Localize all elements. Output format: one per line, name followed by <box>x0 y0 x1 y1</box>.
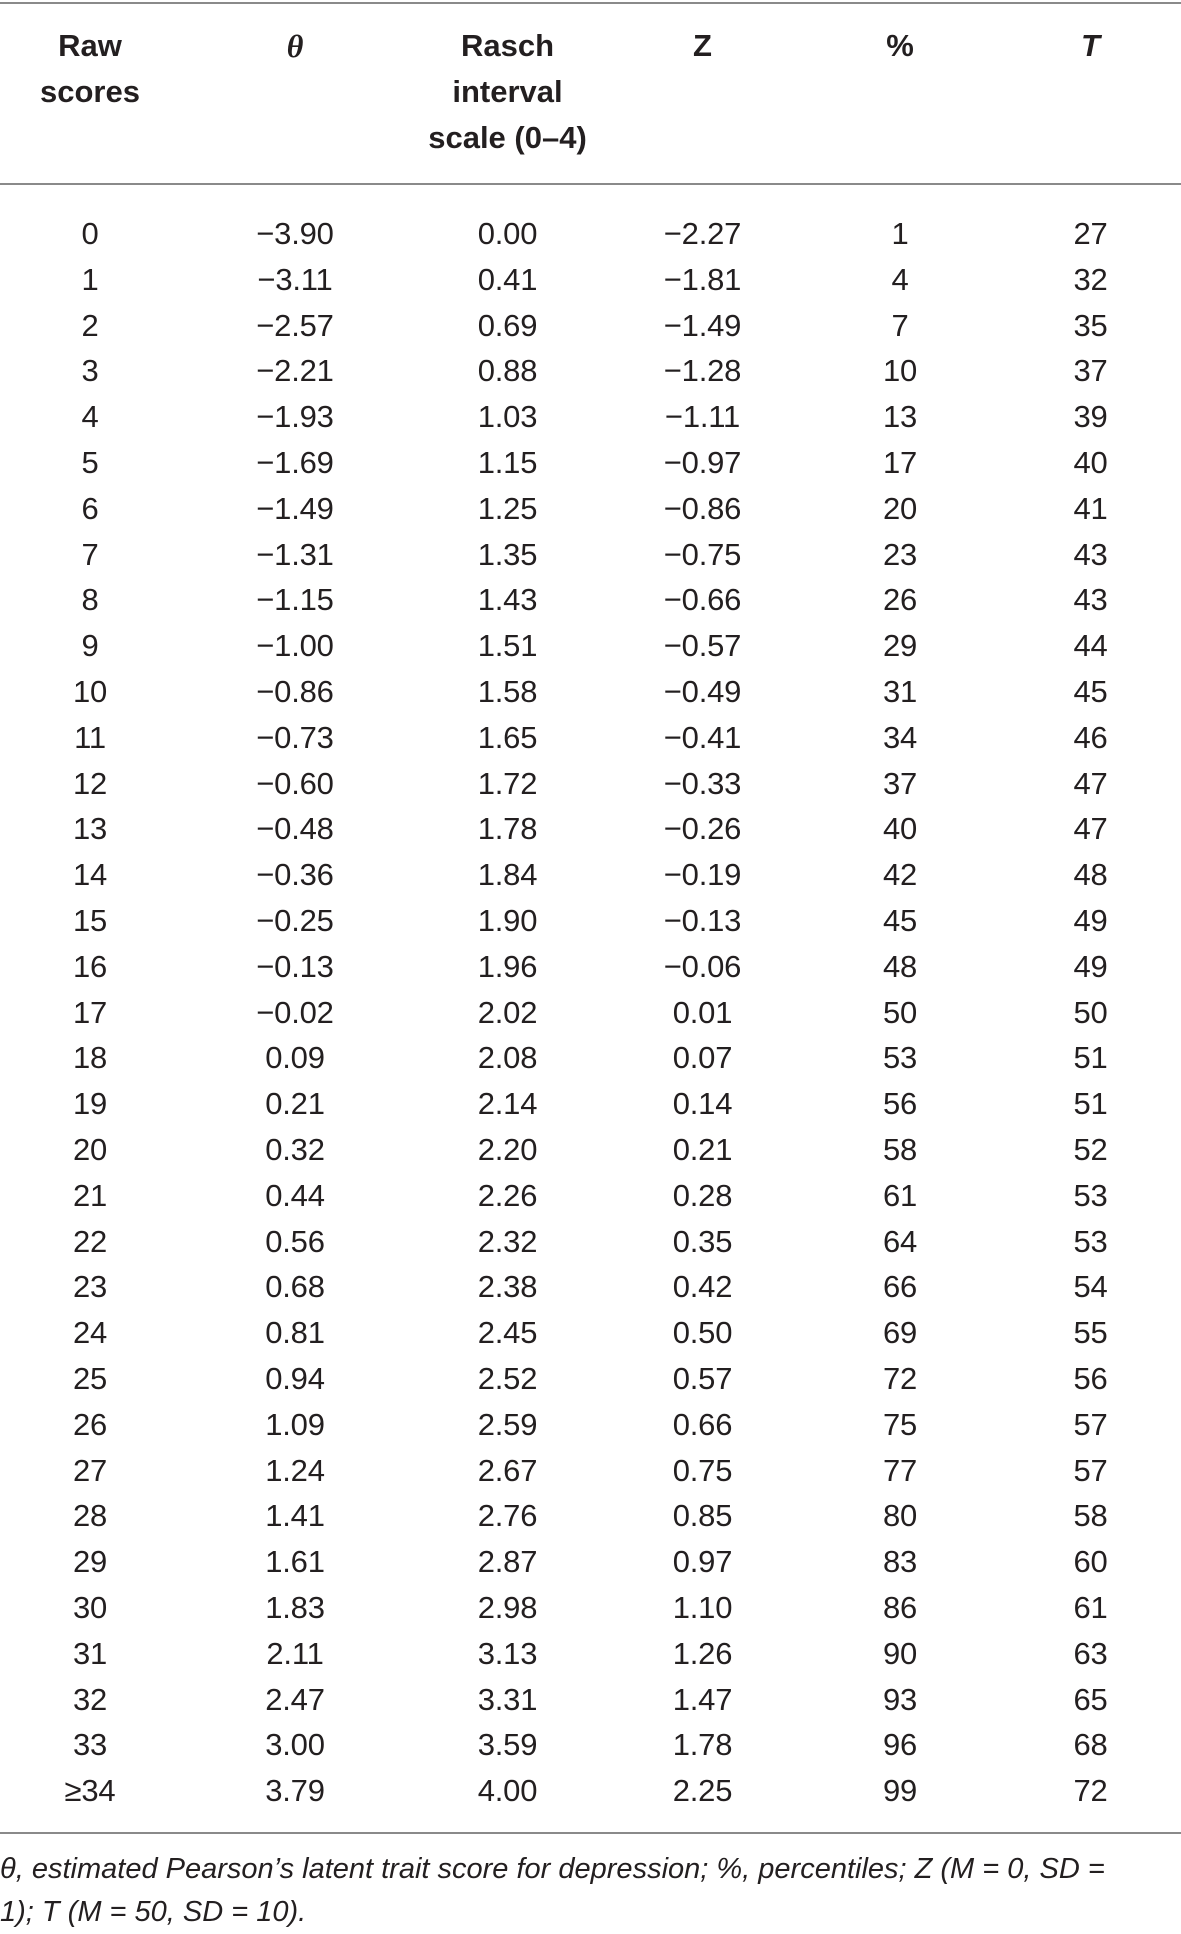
table-row <box>0 394 1181 440</box>
theta-cell: 0.21 <box>265 1086 325 1122</box>
percent-cell: 75 <box>882 1406 918 1442</box>
percent-cell: 77 <box>882 1452 918 1488</box>
t-cell: 57 <box>1073 1406 1108 1442</box>
rasch-cell: 3.31 <box>477 1681 538 1717</box>
percent-cell: 53 <box>882 1040 918 1076</box>
t-cell: 57 <box>1073 1452 1108 1488</box>
z-cell: 0.14 <box>672 1086 733 1122</box>
t-cell: 49 <box>1073 902 1108 938</box>
raw-score-cell: 18 <box>72 1040 108 1076</box>
rasch-cell: 2.45 <box>477 1315 538 1351</box>
table-row <box>0 348 1181 394</box>
z-cell: −1.11 <box>664 399 741 435</box>
raw-score-cell: 3 <box>81 353 99 389</box>
theta-cell: −1.69 <box>256 444 334 480</box>
table-row <box>0 486 1181 532</box>
raw-score-cell: 16 <box>72 948 108 984</box>
percent-cell: 31 <box>882 673 918 709</box>
rasch-cell: 2.14 <box>477 1086 538 1122</box>
t-cell: 65 <box>1073 1681 1108 1717</box>
z-cell: −1.81 <box>663 261 742 297</box>
table-row <box>0 1631 1181 1677</box>
raw-score-cell: 12 <box>72 765 108 801</box>
z-cell: 0.50 <box>672 1315 733 1351</box>
percent-cell: 86 <box>882 1589 918 1625</box>
table-row <box>0 532 1181 578</box>
percent-cell: 48 <box>882 948 918 984</box>
t-cell: 45 <box>1073 673 1108 709</box>
t-cell: 58 <box>1073 1498 1108 1534</box>
percent-cell: 20 <box>882 490 918 526</box>
z-cell: −2.27 <box>663 216 742 251</box>
t-cell: 63 <box>1073 1635 1108 1671</box>
theta-cell: 0.32 <box>265 1131 325 1167</box>
table-footnote: θ, estimated Pearson’s latent trait score for depression; %, percentiles; Z (M = 0, SD = 1); T (M = 50, SD = 10). <box>0 1853 1105 1928</box>
percent-cell: 64 <box>882 1223 918 1259</box>
theta-cell: 1.83 <box>265 1589 325 1625</box>
t-cell: 40 <box>1073 444 1108 480</box>
theta-cell: −1.15 <box>256 582 334 618</box>
t-cell: 53 <box>1073 1223 1108 1259</box>
table-row <box>0 440 1181 486</box>
z-cell: −0.86 <box>663 490 742 526</box>
percent-cell: 50 <box>882 994 918 1030</box>
z-cell: −1.49 <box>663 307 742 343</box>
t-cell: 61 <box>1073 1589 1108 1625</box>
percent-cell: 4 <box>891 261 909 297</box>
raw-score-cell: 33 <box>72 1727 108 1763</box>
theta-cell: 1.09 <box>265 1406 325 1442</box>
theta-cell: −0.73 <box>256 719 334 755</box>
z-cell: 1.10 <box>672 1589 733 1625</box>
theta-cell: −1.49 <box>256 490 334 526</box>
t-cell: 53 <box>1073 1177 1108 1213</box>
t-cell: 60 <box>1073 1544 1108 1580</box>
percent-cell: 72 <box>882 1360 918 1396</box>
theta-cell: 3.00 <box>265 1727 325 1763</box>
raw-score-cell: 25 <box>72 1360 108 1396</box>
header-line: Raw <box>58 28 122 63</box>
table-row <box>0 669 1181 715</box>
rasch-cell: 0.88 <box>477 353 538 389</box>
table-row <box>0 1768 1181 1814</box>
t-cell: 44 <box>1073 628 1108 664</box>
header-line: scale (0–4) <box>428 120 587 155</box>
table-row <box>0 944 1181 990</box>
percent-cell: 66 <box>882 1269 918 1305</box>
theta-cell: −1.93 <box>256 399 334 435</box>
z-cell: −0.19 <box>663 857 742 893</box>
raw-score-cell: 23 <box>72 1269 108 1305</box>
table-row <box>0 806 1181 852</box>
header-percent <box>800 0 1000 185</box>
rasch-cell: 1.35 <box>477 536 538 572</box>
raw-score-cell: 22 <box>72 1223 108 1259</box>
t-cell: 47 <box>1073 811 1108 847</box>
theta-cell: −0.48 <box>256 811 334 847</box>
t-cell: 32 <box>1073 261 1108 297</box>
t-cell: 35 <box>1073 307 1108 343</box>
z-cell: −0.13 <box>663 902 742 938</box>
theta-cell: 2.47 <box>265 1681 325 1717</box>
z-cell: −0.33 <box>663 765 742 801</box>
table-row <box>0 1722 1181 1768</box>
table-row <box>0 898 1181 944</box>
raw-score-cell: 31 <box>72 1635 108 1671</box>
theta-cell: −1.00 <box>256 628 334 664</box>
table-row <box>0 715 1181 761</box>
z-cell: 0.42 <box>672 1269 733 1305</box>
t-cell: 50 <box>1073 994 1108 1030</box>
percent-cell: 26 <box>882 582 918 618</box>
z-cell: 0.07 <box>672 1040 733 1076</box>
percent-cell: 42 <box>882 857 918 893</box>
percent-cell: 23 <box>882 536 918 572</box>
header-line: % <box>886 28 914 63</box>
table-row <box>0 1310 1181 1356</box>
rasch-cell: 2.32 <box>477 1223 538 1259</box>
header-spacer <box>0 185 1181 211</box>
z-cell: 1.47 <box>672 1681 733 1717</box>
z-cell: −0.26 <box>663 811 742 847</box>
percent-cell: 34 <box>882 719 918 755</box>
theta-cell: −0.36 <box>256 857 334 893</box>
raw-score-cell: 29 <box>72 1544 108 1580</box>
raw-score-cell: 4 <box>81 399 99 435</box>
t-cell: 51 <box>1073 1086 1108 1122</box>
table-row <box>0 1677 1181 1723</box>
raw-score-cell: 15 <box>72 902 108 938</box>
header-row <box>0 0 1181 185</box>
t-cell: 51 <box>1073 1040 1108 1076</box>
z-cell: −1.28 <box>663 353 742 389</box>
header-theta <box>180 0 410 185</box>
header-z <box>605 0 800 185</box>
t-cell: 52 <box>1073 1131 1108 1167</box>
t-cell: 43 <box>1073 536 1108 572</box>
raw-score-cell: 32 <box>72 1681 108 1717</box>
percent-cell: 61 <box>882 1177 918 1213</box>
raw-score-cell: 20 <box>72 1131 108 1167</box>
z-cell: −0.97 <box>663 444 742 480</box>
z-cell: 0.66 <box>672 1406 733 1442</box>
theta-cell: −0.25 <box>256 902 334 938</box>
theta-cell: 0.44 <box>265 1177 325 1213</box>
theta-cell: 3.79 <box>265 1773 325 1809</box>
rasch-cell: 3.59 <box>477 1727 538 1763</box>
t-cell: 27 <box>1073 216 1108 251</box>
z-cell: 0.01 <box>672 994 733 1030</box>
rasch-cell: 0.00 <box>477 216 538 251</box>
table-body <box>0 185 1181 1814</box>
theta-cell: 0.56 <box>265 1223 325 1259</box>
header-line: θ <box>286 28 304 64</box>
z-cell: 0.28 <box>672 1177 733 1213</box>
raw-score-cell: 28 <box>72 1498 108 1534</box>
rasch-cell: 1.58 <box>477 673 538 709</box>
z-cell: −0.49 <box>663 673 742 709</box>
t-cell: 68 <box>1073 1727 1108 1763</box>
header-line: interval <box>452 74 563 109</box>
theta-cell: −1.31 <box>256 536 334 572</box>
header-rasch-interval-scale <box>410 0 605 185</box>
raw-score-cell: 11 <box>74 719 106 755</box>
rasch-cell: 2.26 <box>477 1177 538 1213</box>
z-cell: 2.25 <box>672 1773 733 1809</box>
raw-score-cell: 1 <box>81 261 99 297</box>
table-row <box>0 577 1181 623</box>
rasch-cell: 2.52 <box>477 1360 538 1396</box>
t-cell: 41 <box>1073 490 1108 526</box>
z-cell: 0.85 <box>672 1498 733 1534</box>
t-cell: 54 <box>1073 1269 1108 1305</box>
z-cell: −0.57 <box>663 628 742 664</box>
theta-cell: 2.11 <box>266 1635 324 1671</box>
table-row <box>0 1585 1181 1631</box>
table-row <box>0 257 1181 303</box>
rasch-cell: 1.65 <box>477 719 538 755</box>
percent-cell: 96 <box>882 1727 918 1763</box>
rasch-cell: 1.78 <box>477 811 538 847</box>
percent-cell: 90 <box>882 1635 918 1671</box>
t-cell: 49 <box>1073 948 1108 984</box>
raw-score-cell: 30 <box>72 1589 108 1625</box>
theta-cell: −0.02 <box>256 994 334 1030</box>
z-cell: 1.26 <box>672 1635 733 1671</box>
table-row <box>0 1448 1181 1494</box>
theta-cell: 0.68 <box>265 1269 325 1305</box>
raw-score-cell: 6 <box>81 490 99 526</box>
rasch-cell: 1.90 <box>477 902 538 938</box>
rasch-cell: 3.13 <box>477 1635 538 1671</box>
table-row <box>0 211 1181 257</box>
theta-cell: −2.57 <box>256 307 334 343</box>
z-cell: −0.41 <box>663 719 742 755</box>
raw-score-cell: 9 <box>81 628 99 664</box>
percent-cell: 29 <box>882 628 918 664</box>
table-row <box>0 1173 1181 1219</box>
rasch-cell: 2.08 <box>477 1040 538 1076</box>
raw-score-cell: 13 <box>72 811 108 847</box>
raw-score-cell: 26 <box>72 1406 108 1442</box>
header-t <box>1000 0 1181 185</box>
rasch-cell: 2.98 <box>477 1589 538 1625</box>
rasch-cell: 2.38 <box>477 1269 538 1305</box>
rasch-cell: 1.96 <box>477 948 538 984</box>
theta-cell: 1.41 <box>265 1498 325 1534</box>
rasch-cell: 2.02 <box>477 994 538 1030</box>
table-row <box>0 303 1181 349</box>
percent-cell: 45 <box>882 902 918 938</box>
raw-score-cell: 10 <box>72 673 108 709</box>
percent-cell: 69 <box>882 1315 918 1351</box>
table-bottom-rule <box>0 1832 1181 1834</box>
z-cell: 0.57 <box>672 1360 733 1396</box>
rasch-cell: 0.69 <box>477 307 538 343</box>
percent-cell: 93 <box>882 1681 918 1717</box>
raw-score-cell: 2 <box>81 307 99 343</box>
z-cell: −0.06 <box>663 948 742 984</box>
table-row <box>0 1356 1181 1402</box>
percent-cell: 13 <box>882 399 918 435</box>
raw-score-cell: 27 <box>72 1452 108 1488</box>
t-cell: 46 <box>1073 719 1108 755</box>
t-cell: 43 <box>1073 582 1108 618</box>
table-row <box>0 761 1181 807</box>
raw-score-cell: 0 <box>81 216 99 251</box>
header-line: scores <box>40 74 140 109</box>
rasch-cell: 1.15 <box>477 444 538 480</box>
percent-cell: 83 <box>882 1544 918 1580</box>
theta-cell: −0.60 <box>256 765 334 801</box>
percent-cell: 1 <box>891 216 909 251</box>
t-cell: 47 <box>1073 765 1108 801</box>
raw-score-cell: 8 <box>81 582 99 618</box>
rasch-cell: 1.51 <box>477 628 538 664</box>
raw-score-cell: 17 <box>72 994 108 1030</box>
raw-score-cell: ≥34 <box>64 1773 116 1809</box>
z-cell: 0.21 <box>672 1131 733 1167</box>
rasch-cell: 2.76 <box>477 1498 538 1534</box>
theta-cell: −2.21 <box>256 353 334 389</box>
percent-cell: 80 <box>882 1498 918 1534</box>
rasch-cell: 2.67 <box>477 1452 538 1488</box>
percent-cell: 56 <box>882 1086 918 1122</box>
rasch-cell: 2.20 <box>477 1131 538 1167</box>
raw-score-cell: 7 <box>81 536 99 572</box>
theta-cell: −3.11 <box>257 261 333 297</box>
rasch-cell: 1.43 <box>477 582 538 618</box>
theta-cell: 1.24 <box>265 1452 325 1488</box>
z-cell: 0.35 <box>672 1223 733 1259</box>
raw-score-cell: 5 <box>81 444 99 480</box>
z-cell: −0.75 <box>663 536 742 572</box>
theta-cell: 1.61 <box>265 1544 325 1580</box>
table-row <box>0 1402 1181 1448</box>
z-cell: 0.75 <box>672 1452 733 1488</box>
z-cell: 1.78 <box>672 1727 733 1763</box>
percent-cell: 99 <box>882 1773 918 1809</box>
percent-cell: 58 <box>882 1131 918 1167</box>
rasch-cell: 4.00 <box>477 1773 538 1809</box>
percent-cell: 10 <box>882 353 918 389</box>
table-row <box>0 1127 1181 1173</box>
table-row <box>0 1219 1181 1265</box>
table-row <box>0 852 1181 898</box>
table-row <box>0 1539 1181 1585</box>
t-cell: 48 <box>1073 857 1108 893</box>
raw-score-cell: 19 <box>72 1086 108 1122</box>
table-header <box>0 0 1181 185</box>
header-raw-scores <box>0 0 180 185</box>
t-cell: 39 <box>1073 399 1108 435</box>
theta-cell: −3.90 <box>256 216 334 251</box>
rasch-cell: 0.41 <box>477 261 538 297</box>
percent-cell: 17 <box>882 444 918 480</box>
t-cell: 55 <box>1073 1315 1108 1351</box>
table-row <box>0 1081 1181 1127</box>
theta-cell: −0.86 <box>256 673 334 709</box>
raw-score-cell: 21 <box>72 1177 108 1213</box>
percent-cell: 40 <box>882 811 918 847</box>
t-cell: 72 <box>1073 1773 1108 1809</box>
rasch-cell: 2.87 <box>477 1544 538 1580</box>
rasch-cell: 1.25 <box>477 490 538 526</box>
rasch-cell: 1.84 <box>477 857 538 893</box>
header-line: Z <box>693 28 712 63</box>
header-line: T <box>1081 28 1100 63</box>
table-row <box>0 1493 1181 1539</box>
table-row <box>0 1264 1181 1310</box>
theta-cell: −0.13 <box>256 948 334 984</box>
raw-score-cell: 24 <box>72 1315 108 1351</box>
rasch-cell: 1.03 <box>477 399 538 435</box>
theta-cell: 0.81 <box>265 1315 325 1351</box>
t-cell: 37 <box>1073 353 1108 389</box>
z-cell: −0.66 <box>663 582 742 618</box>
rasch-cell: 2.59 <box>477 1406 538 1442</box>
z-cell: 0.97 <box>672 1544 733 1580</box>
header-line: Rasch <box>460 28 555 63</box>
theta-cell: 0.09 <box>265 1040 325 1076</box>
table-row <box>0 623 1181 669</box>
table-row <box>0 1035 1181 1081</box>
percent-cell: 7 <box>891 307 909 343</box>
rasch-cell: 1.72 <box>477 765 538 801</box>
raw-score-cell: 14 <box>72 857 108 893</box>
table-row <box>0 990 1181 1036</box>
percent-cell: 37 <box>882 765 918 801</box>
theta-cell: 0.94 <box>265 1360 325 1396</box>
t-cell: 56 <box>1073 1360 1108 1396</box>
